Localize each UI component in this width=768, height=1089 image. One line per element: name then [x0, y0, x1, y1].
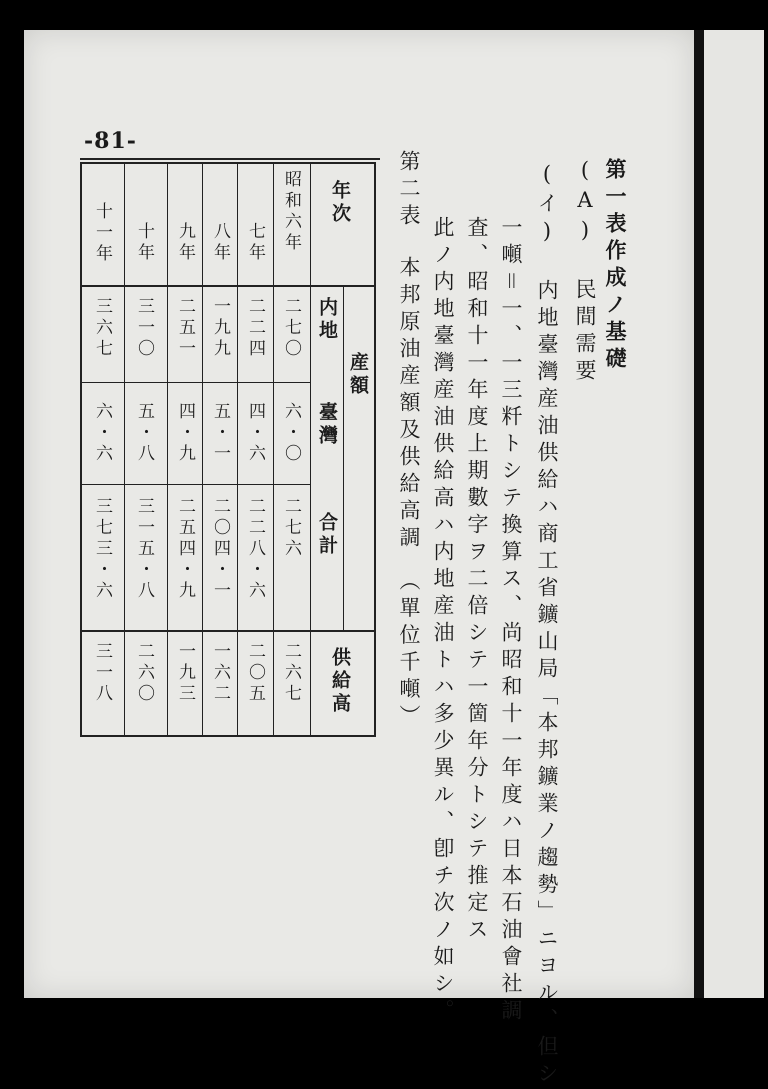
- table-cell-taiwan: 五・八: [134, 402, 154, 465]
- table-row-year: 昭和六年: [281, 170, 301, 254]
- book-spine: [694, 30, 704, 998]
- table-cell-supply: 一六二: [210, 642, 230, 705]
- table-row-year: 八年: [210, 222, 230, 264]
- table-cell-naichi: 三一〇: [134, 297, 154, 360]
- table-col-line-4: [237, 162, 238, 737]
- table-col-line-7: [343, 285, 344, 630]
- table-row-year: 十年: [134, 222, 154, 264]
- table-cell-taiwan: 六・六: [92, 402, 112, 465]
- facing-page-edge: [704, 30, 764, 998]
- table-cell-taiwan: 六・〇: [281, 402, 301, 465]
- table-col-line-5: [273, 162, 274, 737]
- table-cell-naichi: 二二四: [245, 297, 265, 360]
- table-col-line-3: [202, 162, 203, 737]
- table-row-year: 七年: [245, 222, 265, 264]
- table-cell-supply: 三一八: [92, 642, 112, 705]
- table-cell-naichi: 三六七: [92, 297, 112, 360]
- table-cell-total: 三一五・八: [134, 497, 154, 602]
- table-cell-supply: 二〇五: [245, 642, 265, 705]
- table-cell-total: 二五四・九: [175, 497, 195, 602]
- table-cell-naichi: 二五一: [175, 297, 195, 360]
- table-cell-supply: 一九三: [175, 642, 195, 705]
- body-text-line-4: 此ノ内地臺灣産油供給高ハ内地産油トハ多少異ル、卽チ次ノ如シ。: [431, 216, 455, 1026]
- table-row-year: 九年: [175, 222, 195, 264]
- section-heading: 第一表作成ノ基礎: [603, 158, 628, 374]
- header-rule: [80, 158, 380, 160]
- header-production: 産額: [347, 352, 369, 398]
- header-year: 年次: [329, 180, 351, 226]
- table-cell-supply: 二六〇: [134, 642, 154, 705]
- table-cell-taiwan: 四・九: [175, 402, 195, 465]
- table-cell-total: 二二八・六: [245, 497, 265, 602]
- table-cell-naichi: 一九九: [210, 297, 230, 360]
- table-cell-supply: 二六七: [281, 642, 301, 705]
- body-text-line-1: (イ) 内地臺灣産油供給ハ商工省鑛山局「本邦鑛業ノ趨勢」ニヨル、但シ: [535, 162, 559, 1089]
- table-cell-taiwan: 四・六: [245, 402, 265, 465]
- subsection-heading: (A) 民間需要: [573, 158, 597, 386]
- table-border-left: [80, 162, 82, 737]
- header-taiwan: 臺灣: [316, 402, 338, 448]
- table-cell-naichi: 二七〇: [281, 297, 301, 360]
- table-cell-taiwan: 五・一: [210, 402, 230, 465]
- table-cell-total: 三七三・六: [92, 497, 112, 602]
- table-col-line-6: [310, 162, 311, 737]
- table-border-right: [374, 162, 376, 737]
- table-caption: 本邦原油産額及供給高調 （單位千噸）: [397, 256, 421, 732]
- table-cell-total: 二〇四・一: [210, 497, 230, 602]
- table-title: 第二表: [397, 150, 421, 231]
- body-text-line-3: 査、昭和十一年度上期數字ヲ二倍シテ一箇年分トシテ推定ス: [465, 216, 489, 945]
- header-supply: 供給高: [329, 647, 351, 716]
- page-number: -81-: [84, 128, 137, 154]
- header-naichi: 内地: [316, 297, 338, 343]
- table-line-naichi: [80, 382, 310, 383]
- production-table: [80, 162, 376, 737]
- header-total: 合計: [316, 512, 338, 558]
- table-cell-total: 二七六: [281, 497, 301, 560]
- body-text-line-2: 一噸＝一、一三粁トシテ換算ス、尚昭和十一年度ハ日本石油會社調: [499, 216, 523, 1026]
- table-row-year: 十一年: [92, 202, 112, 265]
- table-line-taiwan: [80, 484, 310, 485]
- table-col-line-2: [167, 162, 168, 737]
- table-col-line-1: [124, 162, 125, 737]
